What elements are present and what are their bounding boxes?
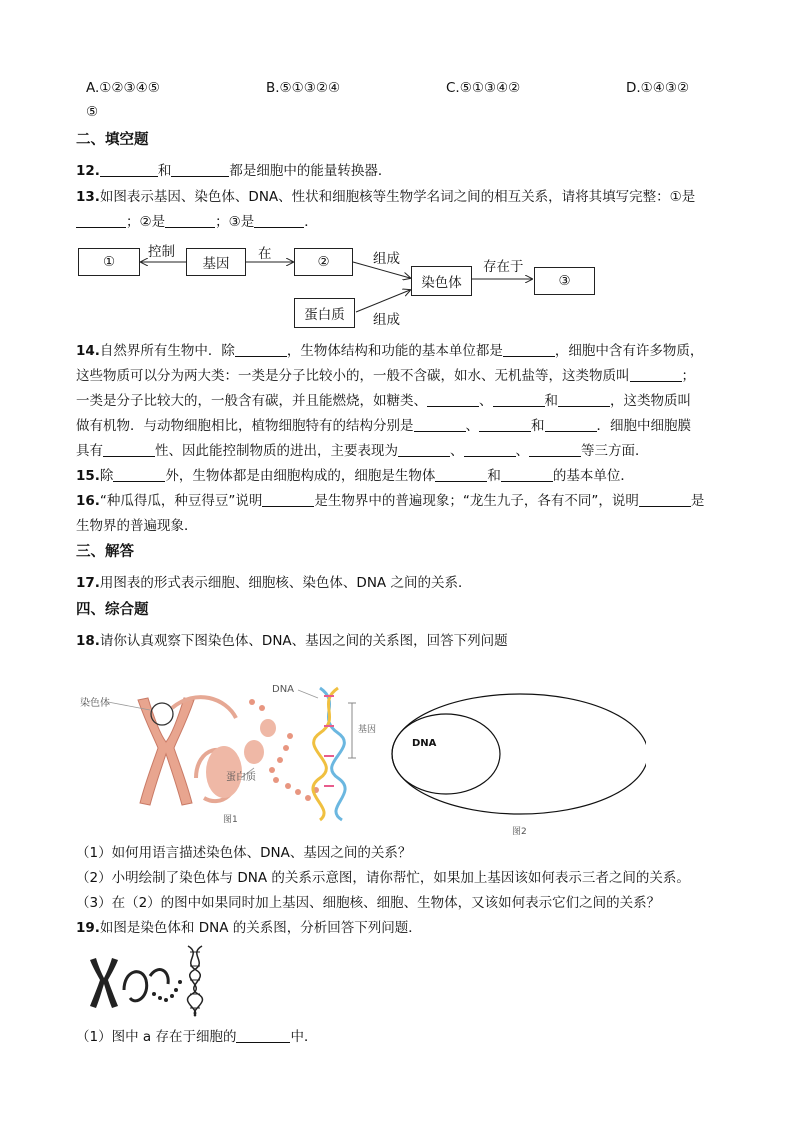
box-protein: 蛋白质 [294, 298, 355, 328]
question-13: 13.如图表示基因、染色体、DNA、性状和细胞核等生物学名词之间的相互关系，请将其填写完整：①是 [76, 189, 696, 205]
option-b: B.⑤①③②④ [266, 80, 341, 96]
chromosome-dna-sketch [84, 940, 216, 1018]
fig1-label-chromosome: 染色体 [80, 698, 110, 709]
answer-blank[interactable] [103, 442, 155, 457]
fig2-label-dna: DNA [412, 738, 437, 749]
question-16: 16.“种瓜得瓜，种豆得豆”说明 是生物界中的普遍现象；“龙生九子，各有不同”，说明 是 [76, 493, 705, 509]
box-3: ③ [534, 267, 595, 295]
nested-ellipse-diagram [384, 688, 646, 836]
option-c: C.⑤①③④② [446, 80, 521, 96]
answer-blank[interactable] [414, 417, 466, 432]
answer-blank[interactable] [113, 467, 165, 482]
answer-blank[interactable] [493, 392, 545, 407]
question-14: 14.自然界所有生物中．除 ，生物体结构和功能的基本单位都是 ，细胞中含有许多物质， [76, 343, 704, 359]
answer-blank[interactable] [501, 467, 553, 482]
question-14-line2: 这些物质可以分为两大类：一类是分子比较小的，一般不含碳，如水、无机盐等，这类物质叫 ； [76, 368, 695, 384]
answer-blank[interactable] [464, 442, 516, 457]
answer-blank[interactable] [479, 417, 531, 432]
box-2: ② [294, 248, 353, 276]
inner-ellipse-dna [392, 714, 500, 794]
figure-1-chromosome-dna-gene [76, 668, 376, 828]
answer-blank[interactable] [235, 342, 287, 357]
answer-blank[interactable] [639, 492, 691, 507]
outer-ellipse [392, 694, 646, 814]
answer-blank[interactable] [262, 492, 314, 507]
answer-blank[interactable] [630, 367, 682, 382]
answer-blank[interactable] [558, 392, 610, 407]
option-d-continued: ⑤ [86, 104, 99, 120]
question-14-line3: 一类是分子比较大的，一般含有碳，并且能燃烧，如糖类、 、 和 ，这类物质叫 [76, 393, 691, 409]
option-d: D.①④③② [626, 80, 690, 96]
question-18-sub2: （2）小明绘制了染色体与 DNA 的关系示意图，请你帮忙，如果加上基因该如何表示三者之间的关系。 [76, 870, 690, 886]
chromosome-illustration [76, 668, 376, 828]
question-14-line4: 做有机物．与动物细胞相比，植物细胞特有的结构分别是 、 和 ．细胞中细胞膜 [76, 418, 691, 434]
label-compose-top: 组成 [373, 251, 400, 267]
option-a: A.①②③④⑤ [86, 80, 160, 96]
fig1-caption: 图1 [223, 815, 238, 825]
question-15: 15.除 外，生物体都是由细胞构成的，细胞是生物体 和 的基本单位． [76, 468, 634, 484]
section-answer-heading: 三、解答 [76, 544, 134, 560]
question-18-sub3: （3）在（2）的图中如果同时加上基因、细胞核、细胞、生物体，又该如何表示它们之间的关系？ [76, 895, 661, 911]
label-compose-bottom: 组成 [373, 312, 400, 328]
answer-blank[interactable] [503, 342, 555, 357]
fig1-label-dna: DNA [272, 684, 295, 695]
fig2-caption: 图2 [512, 827, 527, 837]
question-14-line5: 具有 性、因此能控制物质的进出，主要表现为 、 、 等三方面． [76, 443, 649, 459]
section-comprehensive-heading: 四、综合题 [76, 602, 149, 618]
question-17: 17.用图表的形式表示细胞、细胞核、染色体、DNA 之间的关系． [76, 575, 472, 591]
answer-blank[interactable] [435, 467, 487, 482]
answer-blank[interactable] [236, 1028, 290, 1043]
section-fill-heading: 二、填空题 [76, 132, 149, 148]
question-19-sub1: （1）图中 a 存在于细胞的 中． [76, 1029, 318, 1045]
question-12: 12. 和 都是细胞中的能量转换器． [76, 163, 392, 179]
box-chromosome: 染色体 [411, 266, 472, 296]
answer-blank[interactable] [398, 442, 450, 457]
label-control: 控制 [148, 244, 175, 260]
question-13-line2: ；②是 ；③是 ． [76, 213, 318, 231]
answer-blank[interactable] [545, 417, 597, 432]
answer-blank[interactable] [529, 442, 581, 457]
figure-q19-chromosome-dna [84, 940, 216, 1018]
fig1-label-protein: 蛋白质 [226, 772, 256, 783]
question-19: 19.如图是染色体和 DNA 的关系图，分析回答下列问题． [76, 920, 422, 936]
label-exist-in: 存在于 [483, 259, 524, 275]
figure-2-nested-ellipses [384, 688, 646, 836]
answer-blank[interactable] [427, 392, 479, 407]
fig1-label-gene: 基因 [358, 725, 377, 735]
question-16-line2: 生物界的普遍现象． [76, 518, 198, 534]
box-1: ① [78, 248, 140, 276]
question-18-sub1: （1）如何用语言描述染色体、DNA、基因之间的关系？ [76, 845, 412, 861]
label-in: 在 [258, 246, 272, 262]
box-gene: 基因 [186, 248, 246, 276]
question-18: 18.请你认真观察下图染色体、DNA、基因之间的关系图，回答下列问题 [76, 633, 508, 649]
flow-arrows [0, 0, 794, 340]
